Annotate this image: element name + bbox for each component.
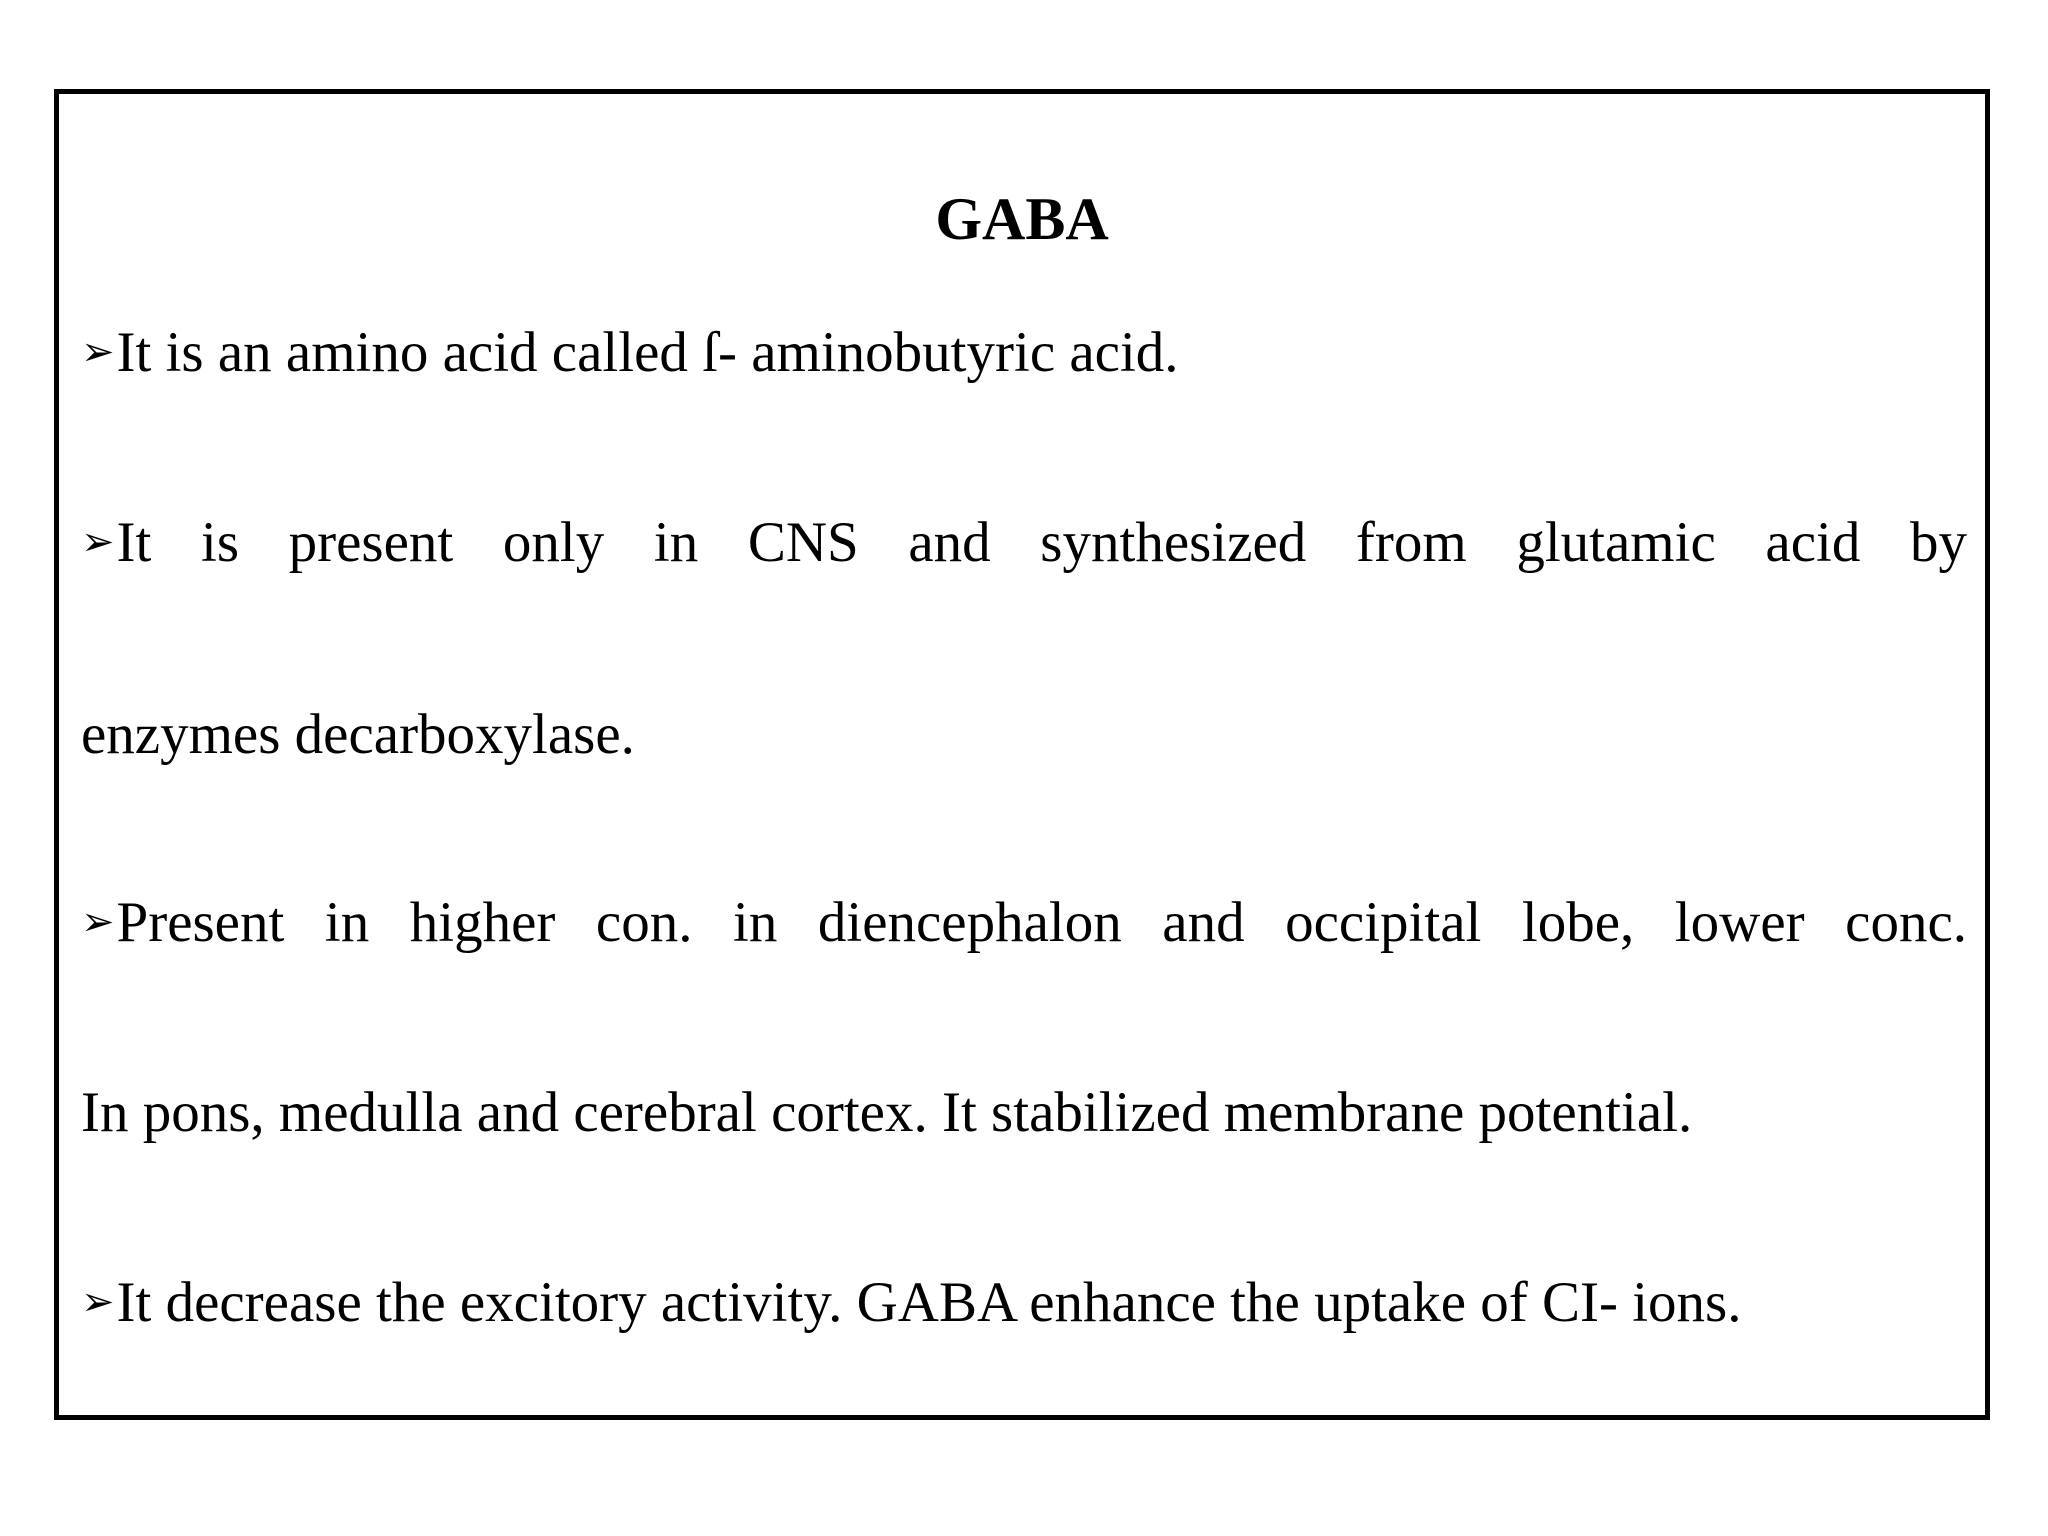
- slide-frame: [54, 89, 1990, 1420]
- arrow-bullet-icon: ➢: [81, 329, 115, 375]
- arrow-bullet-icon: ➢: [81, 1279, 115, 1325]
- bullet-2-line-1: ➢It is present only in CNS and synthesized from glutamic acid by: [81, 511, 1967, 574]
- bullet-4-line-1: ➢It decrease the excitory activity. GABA enhance the uptake of CI- ions.: [81, 1271, 1742, 1334]
- bullet-3-line-1: ➢Present in higher con. in diencephalon and occipital lobe, lower conc.: [81, 891, 1967, 954]
- bullet-1-line-1: ➢It is an amino acid called ſ- aminobutyric acid.: [81, 321, 1179, 384]
- arrow-bullet-icon: ➢: [81, 519, 115, 565]
- arrow-bullet-icon: ➢: [81, 899, 115, 945]
- bullet-3-line-2: In pons, medulla and cerebral cortex. It stabilized membrane potential.: [81, 1081, 1693, 1144]
- bullet-2-line-2: enzymes decarboxylase.: [81, 703, 635, 766]
- slide-title: GABA: [935, 186, 1109, 252]
